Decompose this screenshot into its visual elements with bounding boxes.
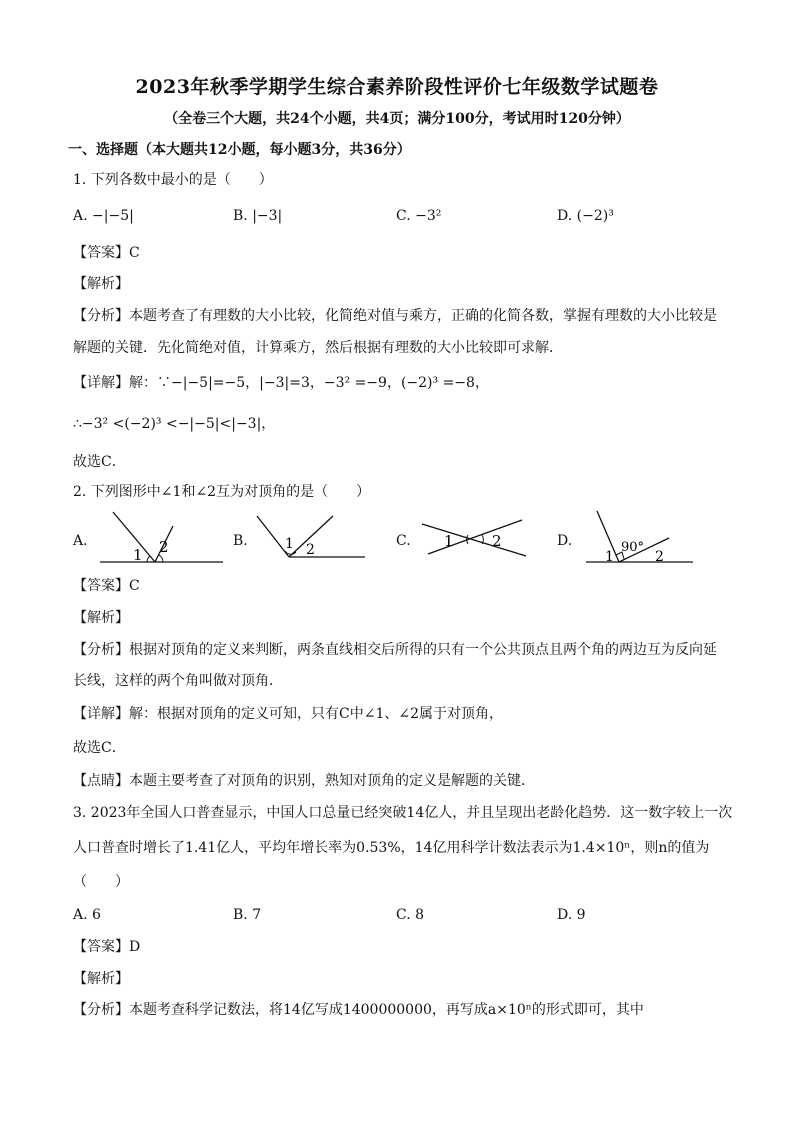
q1-option-a: A. −|−5| xyxy=(73,208,134,224)
q2-c-label-1: 1 xyxy=(444,532,454,550)
q2-figure-b xyxy=(255,512,370,564)
q2-answer: 【答案】C xyxy=(73,578,140,594)
q2-c-label-2: 2 xyxy=(492,532,502,550)
q1-option-b: B. |−3| xyxy=(233,208,283,224)
q1-detail-line1: 【详解】解：∵−|−5|=−5，|−3|=3，−3² =−9，(−2)³ =−8， xyxy=(73,375,489,391)
q2-option-d-letter: D. xyxy=(557,533,573,549)
q2-stem: 2. 下列图形中∠1和∠2互为对顶角的是（ ） xyxy=(73,484,371,500)
q2-fenxi-line1: 【分析】根据对顶角的定义来判断，两条直线相交后所得的只有一个公共顶点且两个角的两边互为反向延 xyxy=(73,642,717,658)
q2-fenxi-line2: 长线，这样的两个角叫做对顶角． xyxy=(73,673,283,689)
q3-fenxi-line1: 【分析】本题考查科学记数法，将14亿写成1400000000，再写成a×10ⁿ的形式即可，其中 xyxy=(73,1002,644,1018)
q2-option-a-letter: A. xyxy=(73,533,88,549)
q2-d-label-1: 1 xyxy=(605,549,614,565)
q2-option-b-letter: B. xyxy=(233,533,248,549)
q2-option-c-letter: C. xyxy=(396,533,411,549)
q1-answer: 【答案】C xyxy=(73,245,140,261)
q2-figure-c xyxy=(420,516,530,562)
q2-detail: 【详解】解：根据对顶角的定义可知，只有C中∠1、∠2属于对顶角， xyxy=(73,706,503,722)
q1-fenxi-line2: 解题的关键．先化简绝对值，计算乘方，然后根据有理数的大小比较即可求解． xyxy=(73,340,563,356)
q1-option-d: D. (−2)³ xyxy=(557,208,614,224)
section-heading: 一、选择题（本大题共12小题，每小题3分，共36分） xyxy=(68,142,411,158)
q1-analysis-label: 【解析】 xyxy=(73,276,129,292)
q3-option-b: B. 7 xyxy=(233,907,262,923)
q1-conclusion: 故选C． xyxy=(73,454,126,470)
q1-option-c: C. −3² xyxy=(396,208,442,224)
q3-stem-line1: 3. 2023年全国人口普查显示，中国人口总量已经突破14亿人，并且呈现出老龄化趋势．这一数字较上一次 xyxy=(73,805,733,821)
q2-a-label-2: 2 xyxy=(159,538,169,556)
q3-stem-line3: （ ） xyxy=(73,874,129,890)
q3-option-c: C. 8 xyxy=(396,907,425,923)
q2-dianjing: 【点睛】本题主要考查了对顶角的识别，熟知对顶角的定义是解题的关键． xyxy=(73,773,535,789)
q2-figure-d xyxy=(583,508,695,568)
q2-d-label-90: 90° xyxy=(621,540,645,555)
q2-a-label-1: 1 xyxy=(133,546,143,564)
q2-b-label-1: 1 xyxy=(285,536,294,552)
q3-answer: 【答案】D xyxy=(73,939,141,955)
q1-fenxi-line1: 【分析】本题考查了有理数的大小比较，化简绝对值与乘方，正确的化简各数，掌握有理数的大小比较是 xyxy=(73,308,717,324)
q3-stem-line2: 人口普查时增长了1.41亿人，平均年增长率为0.53%，14亿用科学计数法表示为1.4×10ⁿ，则n的值为 xyxy=(73,840,710,856)
q3-option-d: D. 9 xyxy=(557,907,586,923)
q2-b-label-2: 2 xyxy=(306,542,315,558)
q3-option-a: A. 6 xyxy=(73,907,101,923)
q3-analysis-label: 【解析】 xyxy=(73,971,129,987)
q1-detail-line2: ∴−3² <(−2)³ <−|−5|<|−3|， xyxy=(73,416,276,432)
q2-figure-a xyxy=(95,508,230,568)
q2-analysis-label: 【解析】 xyxy=(73,610,129,626)
q2-d-label-2: 2 xyxy=(655,549,664,565)
q2-conclusion: 故选C． xyxy=(73,740,126,756)
q1-stem: 1. 下列各数中最小的是（ ） xyxy=(73,172,273,188)
page-subtitle: （全卷三个大题，共24个小题，共4页；满分100分，考试用时120分钟） xyxy=(164,111,630,127)
page-title: 2023年秋季学期学生综合素养阶段性评价七年级数学试题卷 xyxy=(135,76,659,98)
